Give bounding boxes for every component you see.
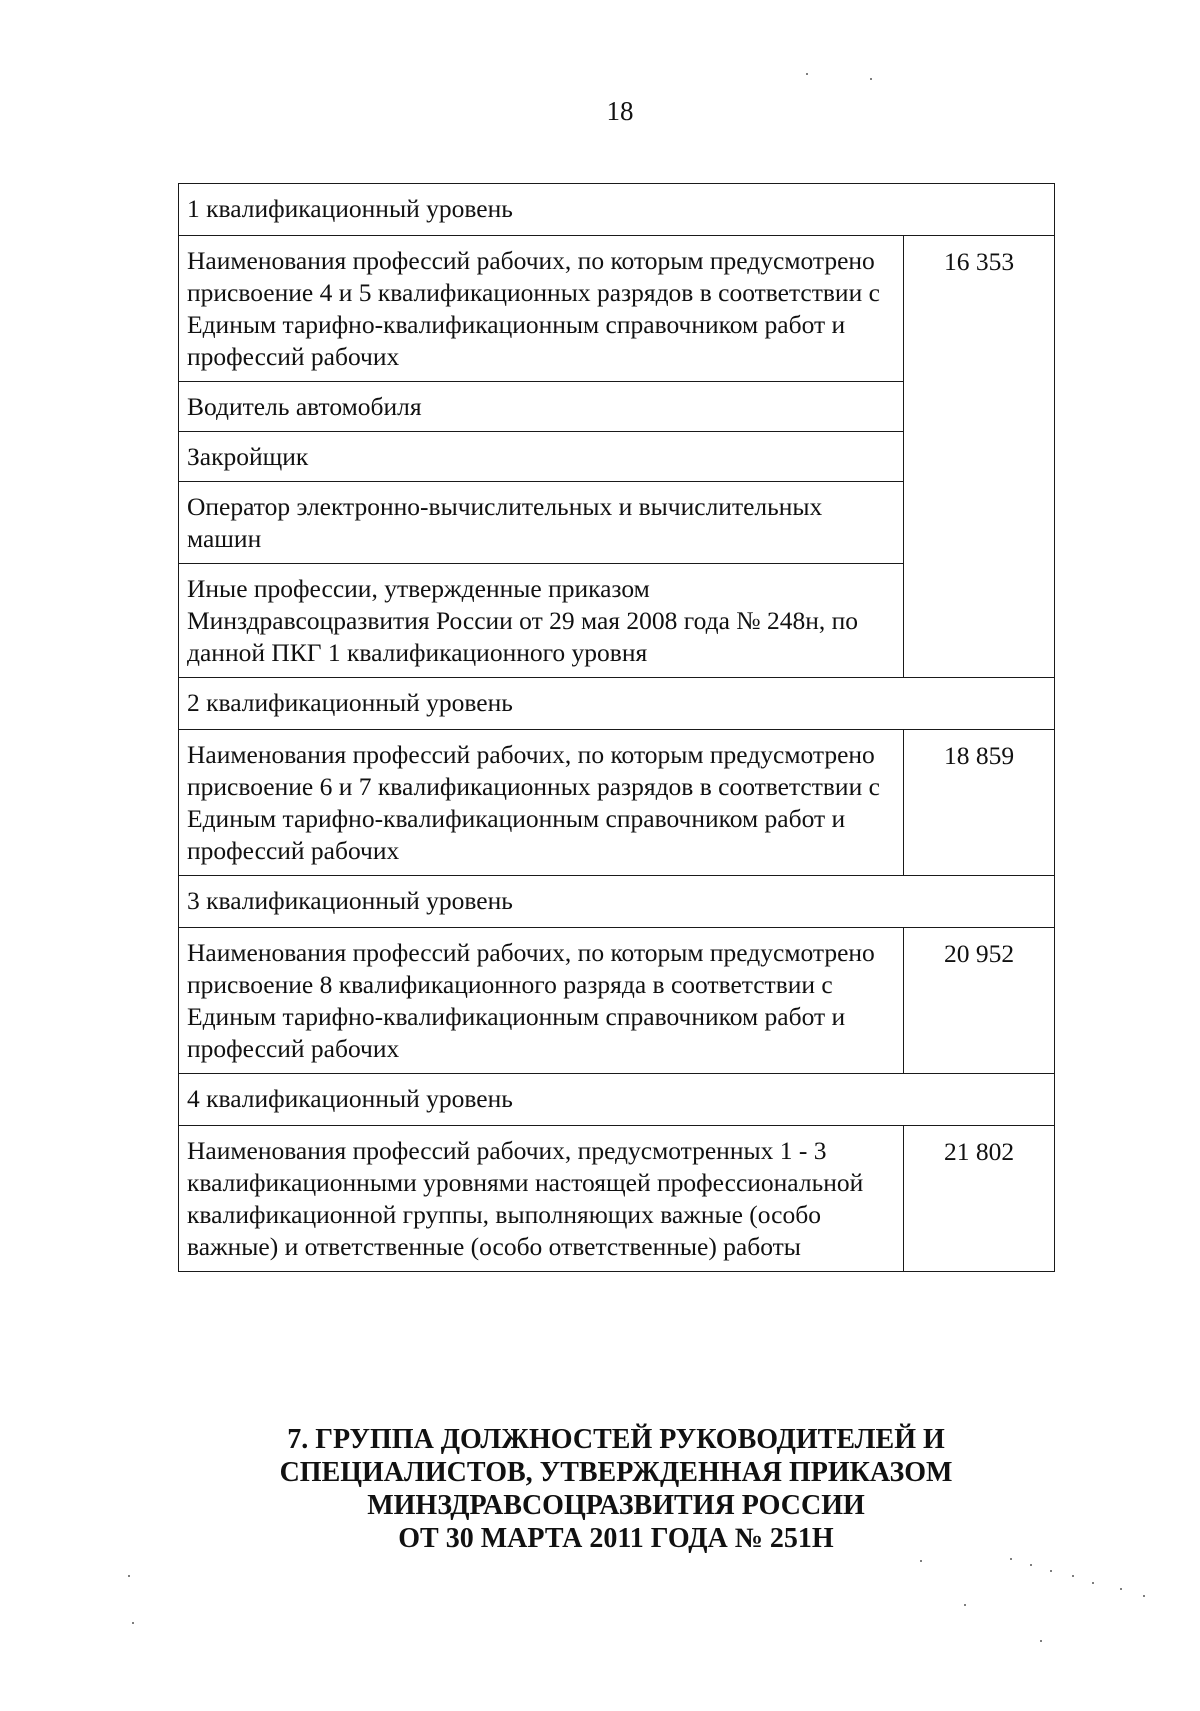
profession-cell: Оператор электронно-вычислительных и вычислительных машин (179, 482, 904, 564)
table-row (179, 1126, 1055, 1272)
level-title: 2 квалификационный уровень (179, 678, 1055, 730)
level-row (179, 184, 1055, 236)
level-title: 1 квалификационный уровень (179, 184, 1055, 236)
section-heading-line: МИНЗДРАВСОЦРАЗВИТИЯ РОССИИ (367, 1490, 865, 1521)
table-row (179, 928, 1055, 1074)
salary-table (178, 183, 1055, 1272)
profession-cell: Наименования профессий рабочих, предусмотренных 1 - 3 квалификационными уровнями настоящей профессиональной квалификационной группы, выполняющих важные (особо важные) и ответственные (особо ответственные) работы (179, 1126, 904, 1272)
profession-cell: Наименования профессий рабочих, по которым предусмотрено присвоение 4 и 5 квалификационных разрядов в соответствии с Единым тарифно-квалификационным справочником работ и профессий рабочих (179, 236, 904, 382)
salary-amount: 18 859 (904, 730, 1055, 876)
section-heading-line: 7. ГРУППА ДОЛЖНОСТЕЙ РУКОВОДИТЕЛЕЙ И (287, 1424, 945, 1455)
profession-cell: Наименования профессий рабочих, по которым предусмотрено присвоение 6 и 7 квалификационных разрядов в соответствии с Единым тарифно-квалификационным справочником работ и профессий рабочих (179, 730, 904, 876)
section-heading-line: ОТ 30 МАРТА 2011 ГОДА № 251Н (398, 1523, 834, 1554)
salary-amount: 20 952 (904, 928, 1055, 1074)
table-row (179, 236, 1055, 382)
salary-amount: 21 802 (904, 1126, 1055, 1272)
section-heading (178, 1423, 1054, 1555)
profession-cell: Наименования профессий рабочих, по которым предусмотрено присвоение 8 квалификационного разряда в соответствии с Единым тарифно-квалификационным справочником работ и профессий рабочих (179, 928, 904, 1074)
profession-cell: Водитель автомобиля (179, 382, 904, 432)
level-row (179, 678, 1055, 730)
salary-amount: 16 353 (904, 236, 1055, 678)
profession-cell: Иные профессии, утвержденные приказом Минздравсоцразвития России от 29 мая 2008 года № 248н, по данной ПКГ 1 квалификационного уровня (179, 564, 904, 678)
section-heading-line: СПЕЦИАЛИСТОВ, УТВЕРЖДЕННАЯ ПРИКАЗОМ (279, 1457, 953, 1488)
page-number: 18 (606, 96, 634, 126)
level-row (179, 1074, 1055, 1126)
level-title: 4 квалификационный уровень (179, 1074, 1055, 1126)
table-row (179, 730, 1055, 876)
profession-cell: Закройщик (179, 432, 904, 482)
level-title: 3 квалификационный уровень (179, 876, 1055, 928)
level-row (179, 876, 1055, 928)
